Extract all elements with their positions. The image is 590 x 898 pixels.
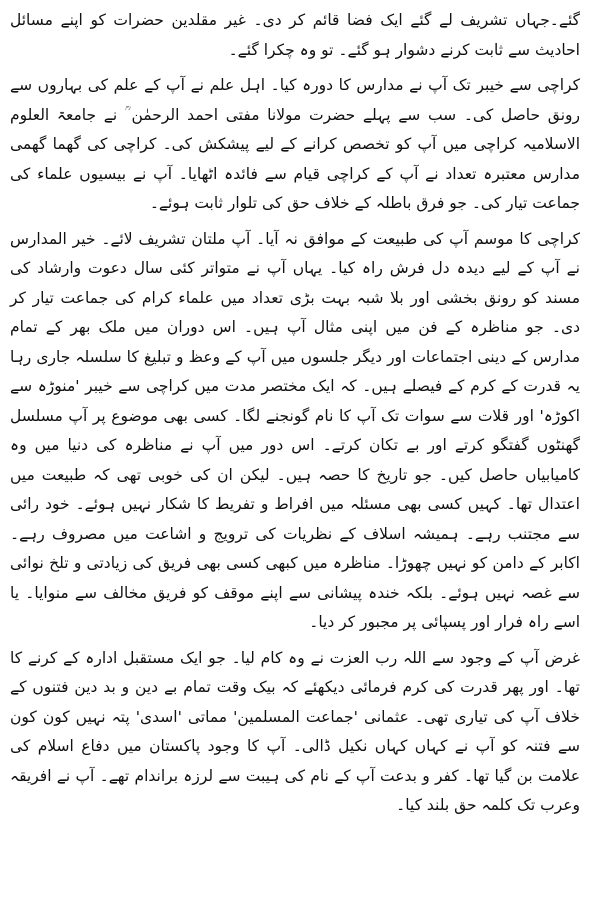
paragraph-karachi-madaris: کراچی سے خیبر تک آپ نے مدارس کا دورہ کیا۔ اہل علم نے آپ کے علم کی بہاروں سے رونق حاصل کی۔ سب سے پہلے حضرت مولانا مفتی احمد الرحمٰن ؒ نے جامعۃ العلوم الاسلامیہ کراچی میں آپ کو تخصص کرانے کے لیے پیشکش کی۔ کراچی کی گھما گھمی مدارس معتبرہ تعداد نے آپ کے کراچی قیام سے فائدہ اٹھایا۔ آپ نے بیسیوں علماء کی جماعت تیار کی۔ جو فرق باطلہ کے خلاف حق کی تلوار ثابت ہوئے۔ bbox=[10, 76, 580, 212]
paragraph-multan: کراچی کا موسم آپ کی طبیعت کے موافق نہ آیا۔ آپ ملتان تشریف لائے۔ خیر المدارس نے آپ کے لیے دیدہ دل فرش راہ کیا۔ یہاں آپ نے متواتر کئی سال دعوت وارشاد کی مسند کو رونق بخشی اور بلا شبہ بہت بڑی تعداد میں علماء کرام کی جماعت تیار کر دی۔ جو مناظرہ کے فن میں اپنی مثال آپ ہیں۔ اس دوران میں ملک بھر کے تمام مدارس کے دینی اجتماعات اور دیگر جلسوں میں آپ کے وعظ و تبلیغ کا سلسلہ جاری رہا یہ قدرت کے کرم کے فیصلے ہیں۔ کہ ایک مختصر مدت میں کراچی سے خیبر 'منوڑہ سے اکوڑہ' اور قلات سے سوات تک آپ کا نام گونجنے لگا۔ کسی بھی موضوع پر آپ مسلسل گھنٹوں گفتگو کرتے اور بے تکان کرتے۔ اس دور میں آپ نے مناظرہ کی دنیا میں وہ کامیابیاں حاصل کیں۔ جو تاریخ کا حصہ ہیں۔ لیکن ان کی خوبی تھی کہ طبیعت میں اعتدال تھا۔ کہیں کسی بھی مسئلہ میں افراط و تفریط کا شکار نہیں ہوئے۔ خود رائی سے مجتنب رہے۔ ہمیشہ اسلاف کے نظریات کی ترویج و اشاعت میں مصروف رہے۔ اکابر کے دامن کو نہیں چھوڑا۔ مناظرہ میں کبھی کسی بھی فریق کی زیادتی و تلخ نوائی سے غصہ نہیں ہوئے۔ بلکہ خندہ پیشانی سے اپنے موقف کو فریق مخالف سے منوایا۔ یا اسے راہ فرار اور پسپائی پر مجبور کر دیا۔ bbox=[10, 229, 580, 631]
paragraph-continuation: گئے۔جہاں تشریف لے گئے ایک فضا قائم کر دی۔ غیر مقلدین حضرات کو اپنے مسائل احادیث سے ثابت کرنے دشوار ہو گئے۔ تو وہ چکرا گئے۔ bbox=[10, 11, 580, 59]
paragraph-conclusion: غرض آپ کے وجود سے اللہ رب العزت نے وہ کام لیا۔ جو ایک مستقبل ادارہ کے کرنے کا تھا۔ اور پھر قدرت کی کرم فرمائی دیکھئے کہ بیک وقت تمام بے دین و بد دین فتنوں کے خلاف آپ کی تیاری تھی۔ عثمانی 'جماعت المسلمین' مماتی 'اسدی' پتہ نہیں کون کون سے فتنہ کو آپ نے کہاں کہاں نکیل ڈالی۔ آپ کا وجود پاکستان میں دفاع اسلام کی علامت بن گیا تھا۔ کفر و بدعت آپ کے نام کی ہیبت سے لرزہ براندام تھے۔ آپ نے افریقہ وعرب تک کلمہ حق بلند کیا۔ bbox=[10, 648, 580, 814]
